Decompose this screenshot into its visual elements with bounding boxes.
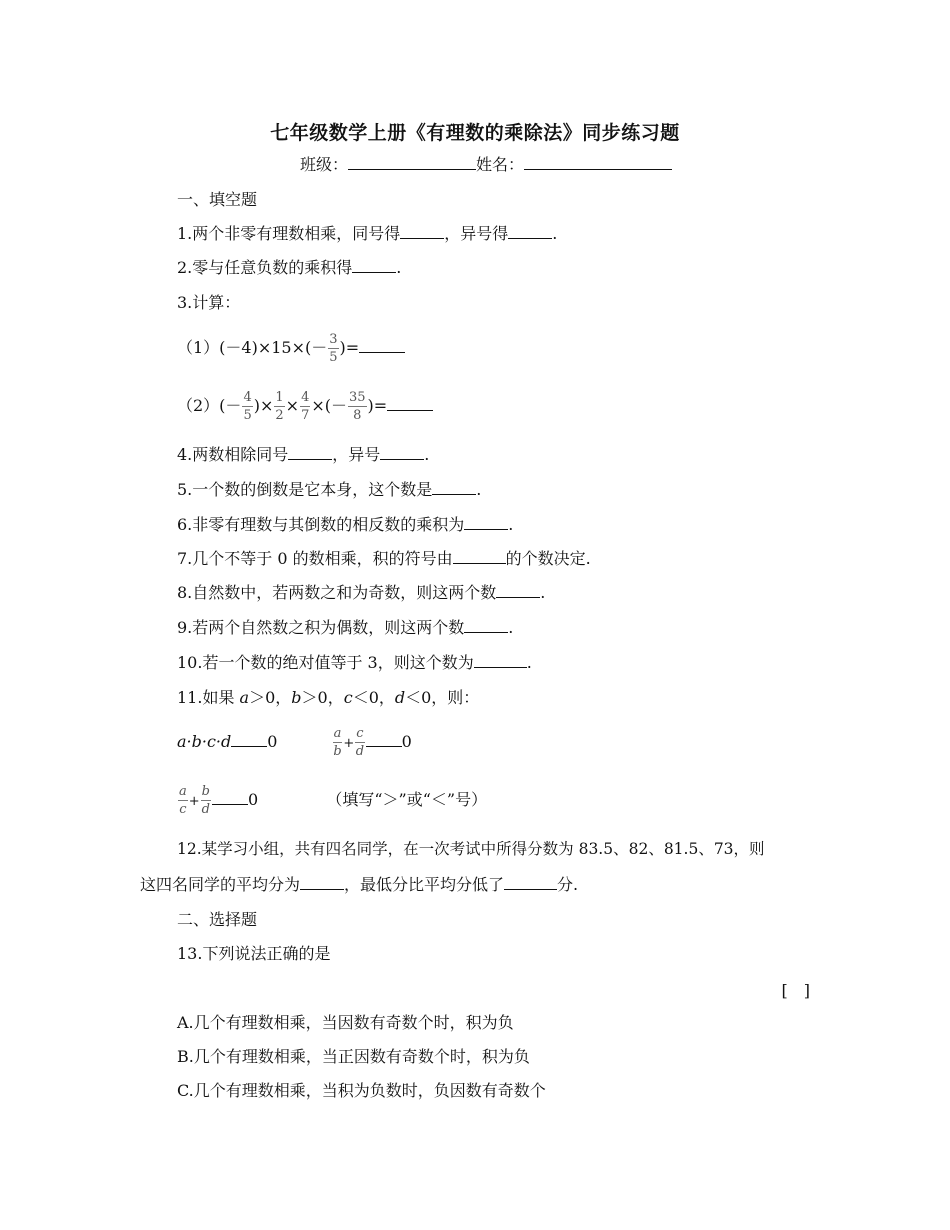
q11-hint: （填写“＞”或“＜”号）: [326, 790, 488, 809]
fraction-denominator: 8: [353, 408, 362, 423]
variable: c: [343, 688, 353, 707]
q1-blank-2[interactable]: [508, 224, 552, 239]
fraction-numerator: c: [356, 726, 364, 741]
zero: 0: [401, 732, 412, 751]
q7-text-2: 的个数决定.: [505, 549, 591, 568]
q12-text-3: 分.: [557, 875, 579, 894]
question-5: [177, 479, 481, 501]
q1-blank-1[interactable]: [400, 224, 444, 239]
fraction-numerator: 4: [243, 390, 252, 405]
q11-cond-1: ＞0，: [249, 688, 292, 707]
fraction: [178, 785, 188, 816]
fraction-numerator: 3: [329, 332, 338, 347]
section-fill-heading: 一、填空题: [177, 190, 258, 209]
fraction-denominator: 5: [329, 350, 338, 365]
question-9: [177, 617, 513, 639]
q12-blank-1[interactable]: [300, 875, 344, 890]
plus-sign: +: [343, 736, 355, 751]
q5-text: 5.一个数的倒数是它本身，这个数是: [177, 480, 433, 499]
q4-blank-1[interactable]: [288, 445, 332, 460]
fraction-numerator: a: [333, 726, 342, 741]
question-3-label: 3.计算：: [177, 293, 241, 312]
q7-blank[interactable]: [453, 549, 506, 564]
q11-blank-2[interactable]: [366, 732, 402, 747]
section-choice-heading: 二、选择题: [177, 910, 258, 929]
name-label: 姓名：: [476, 155, 525, 174]
fraction: [328, 333, 338, 364]
q8-blank[interactable]: [496, 583, 540, 598]
fraction-numerator: b: [201, 784, 210, 799]
fraction: [348, 391, 367, 422]
question-1: [177, 223, 557, 245]
q3p2-text-5: )=: [367, 396, 388, 415]
product-expression: a·b·c·d: [177, 732, 232, 751]
q1-text-2: ，异号得: [444, 224, 509, 243]
option-b[interactable]: B.几个有理数相乘，当正因数有奇数个时，积为负: [177, 1047, 530, 1066]
question-12-line-2: [140, 874, 578, 896]
fraction-numerator: a: [179, 784, 187, 799]
q2-blank[interactable]: [352, 258, 396, 273]
zero: 0: [248, 790, 259, 809]
question-12-line-1: 12.某学习小组，共有四名同学，在一次考试中所得分数为 83.5、82、81.5、73，则: [177, 840, 765, 858]
q3p2-text-3: ×: [285, 396, 300, 415]
q2-text: 2.零与任意负数的乘积得: [177, 258, 353, 277]
zero: 0: [267, 732, 278, 751]
q7-text: 7.几个不等于 0 的数相乘，积的符号由: [177, 549, 453, 568]
fraction-numerator: 1: [275, 390, 284, 405]
q9-text-2: .: [508, 618, 514, 637]
q11-cond-2: ＞0，: [301, 688, 344, 707]
fraction-denominator: 2: [275, 408, 284, 423]
question-11-row-2: [177, 781, 487, 821]
q4-blank-2[interactable]: [380, 445, 424, 460]
q3p2-text-2: )×: [253, 396, 274, 415]
variable: d: [394, 688, 406, 707]
question-3-part-1: [177, 330, 405, 366]
option-c[interactable]: C.几个有理数相乘，当积为负数时，负因数有奇数个: [177, 1081, 546, 1100]
fraction-denominator: 7: [301, 408, 310, 423]
q3p1-text-2: )=: [339, 338, 360, 357]
q2-text-2: .: [396, 258, 402, 277]
fraction-denominator: b: [333, 744, 342, 759]
q12-blank-2[interactable]: [504, 875, 557, 890]
q10-text: 10.若一个数的绝对值等于 3，则这个数为: [177, 653, 474, 672]
answer-bracket[interactable]: [ ]: [781, 981, 810, 1000]
question-8: [177, 582, 545, 604]
question-2: [177, 257, 401, 279]
fraction: [300, 391, 310, 422]
fraction: [242, 391, 252, 422]
q12-text: 这四名同学的平均分为: [140, 875, 301, 894]
fraction: [333, 727, 343, 758]
class-blank[interactable]: [348, 155, 476, 170]
q3p2-text: （2）(－: [177, 396, 242, 415]
q9-blank[interactable]: [464, 618, 508, 633]
question-13-stem: 13.下列说法正确的是: [177, 944, 331, 963]
fraction: [274, 391, 284, 422]
header-fields: [300, 154, 672, 176]
q3p1-text: （1）(－4)×15×(－: [177, 338, 328, 357]
q5-blank[interactable]: [432, 480, 476, 495]
fraction-denominator: d: [355, 744, 365, 759]
q3p1-blank[interactable]: [359, 338, 405, 353]
q11-text: 11.如果: [177, 688, 240, 707]
q8-text-2: .: [540, 583, 546, 602]
q6-text-2: .: [508, 515, 514, 534]
q10-text-2: .: [526, 653, 532, 672]
q9-text: 9.若两个自然数之积为偶数，则这两个数: [177, 618, 465, 637]
variable: b: [291, 688, 302, 707]
q4-text-3: .: [424, 445, 430, 464]
question-4: [177, 444, 429, 466]
q4-text-2: ，异号: [332, 445, 381, 464]
variable: a: [239, 688, 250, 707]
q1-text-3: .: [552, 224, 558, 243]
q6-blank[interactable]: [464, 515, 508, 530]
class-label: 班级：: [300, 155, 349, 174]
fraction-denominator: c: [179, 802, 187, 817]
q6-text: 6.非零有理数与其倒数的相反数的乘积为: [177, 515, 465, 534]
q5-text-2: .: [476, 480, 482, 499]
fraction: [201, 785, 211, 816]
fraction: [355, 727, 364, 758]
q3p2-blank[interactable]: [387, 396, 433, 411]
question-3-part-2: [177, 388, 433, 424]
q10-blank[interactable]: [474, 653, 527, 668]
question-7: [177, 548, 591, 570]
question-10: [177, 652, 532, 674]
name-blank[interactable]: [524, 155, 672, 170]
q3p2-text-4: ×(－: [311, 396, 347, 415]
question-6: [177, 514, 513, 536]
fraction-denominator: d: [201, 802, 210, 817]
q11-cond-3: ＜0，: [352, 688, 395, 707]
q11-blank-3[interactable]: [212, 790, 248, 805]
fraction-numerator: 35: [349, 390, 366, 405]
fraction-numerator: 4: [301, 390, 310, 405]
plus-sign: +: [188, 794, 200, 809]
q12-text-2: ，最低分比平均分低了: [344, 875, 505, 894]
q4-text: 4.两数相除同号: [177, 445, 289, 464]
page-title: 七年级数学上册《有理数的乘除法》同步练习题: [270, 122, 680, 144]
q8-text: 8.自然数中，若两数之和为奇数，则这两个数: [177, 583, 497, 602]
q11-cond-4: ＜0，则：: [405, 688, 480, 707]
q1-text: 1.两个非零有理数相乘，同号得: [177, 224, 401, 243]
fraction-denominator: 5: [243, 408, 252, 423]
question-11: [177, 687, 479, 709]
option-a[interactable]: A.几个有理数相乘，当因数有奇数个时，积为负: [177, 1013, 514, 1032]
question-11-row-1: [177, 723, 412, 763]
q11-blank-1[interactable]: [231, 732, 267, 747]
